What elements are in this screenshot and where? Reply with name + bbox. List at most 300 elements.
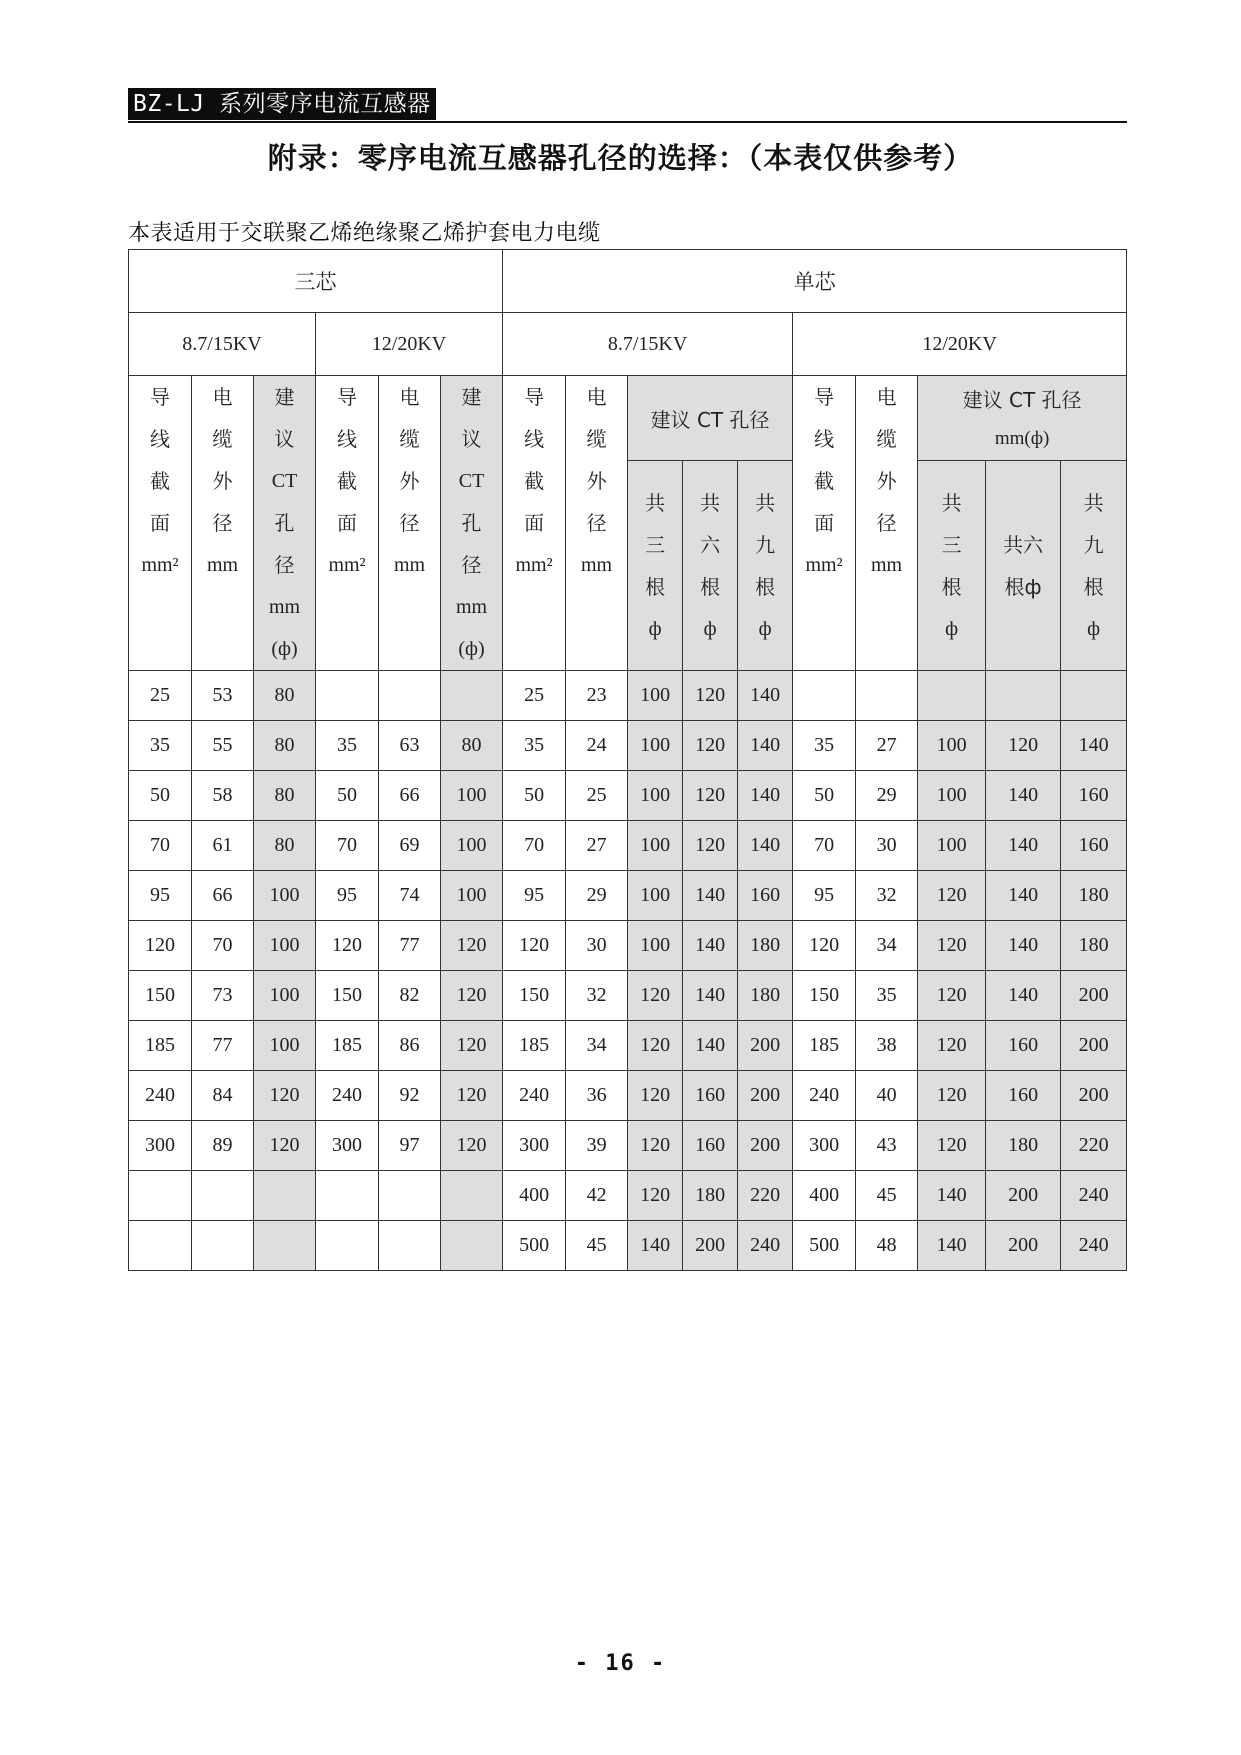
table-cell: 160: [683, 1071, 738, 1121]
table-cell: 100: [254, 971, 316, 1021]
col-header-conductor-section: [316, 376, 379, 671]
table-cell: [254, 1171, 316, 1221]
table-row: [129, 821, 1127, 871]
table-cell: 120: [683, 771, 738, 821]
table-cell: 45: [566, 1221, 628, 1271]
document-series-tag: BZ-LJ 系列零序电流互感器: [128, 88, 436, 120]
table-cell: 84: [192, 1071, 254, 1121]
table-row: [129, 971, 1127, 1021]
table-cell: 66: [379, 771, 441, 821]
table-cell: [316, 1221, 379, 1271]
table-cell: 63: [379, 721, 441, 771]
table-cell: [379, 1171, 441, 1221]
table-cell: 34: [856, 921, 918, 971]
header-char: 共: [645, 490, 666, 515]
table-cell: 150: [129, 971, 192, 1021]
header-char: 三: [941, 532, 962, 557]
table-cell: 120: [918, 971, 986, 1021]
table-cell: 160: [1061, 771, 1127, 821]
header-divider: [128, 121, 1127, 123]
header-unit: mm²: [805, 554, 843, 576]
header-char: 根ф: [1004, 574, 1042, 599]
header-char: 电: [586, 385, 607, 409]
header-char: 线: [814, 427, 835, 451]
table-cell: 120: [918, 1021, 986, 1071]
header-char: 径: [876, 511, 897, 535]
table-cell: 73: [192, 971, 254, 1021]
table-cell: [129, 1221, 192, 1271]
table-cell: 120: [986, 721, 1061, 771]
table-cell: 200: [738, 1071, 793, 1121]
table-cell: 35: [793, 721, 856, 771]
ct-bore-group-header: 建议 CT 孔径: [628, 376, 793, 461]
table-cell: 120: [793, 921, 856, 971]
header-char: 电: [876, 385, 897, 409]
table-cell: 240: [793, 1071, 856, 1121]
table-cell: 27: [856, 721, 918, 771]
table-cell: 120: [503, 921, 566, 971]
table-cell: [986, 671, 1061, 721]
table-cell: 200: [738, 1021, 793, 1071]
table-cell: 100: [441, 871, 503, 921]
table-cell: 220: [1061, 1121, 1127, 1171]
table-cell: 120: [628, 1071, 683, 1121]
table-cell: 500: [503, 1221, 566, 1271]
table-cell: 120: [316, 921, 379, 971]
table-cell: 24: [566, 721, 628, 771]
table-cell: 40: [856, 1071, 918, 1121]
header-char: 导: [524, 385, 545, 409]
table-row: [129, 921, 1127, 971]
col-header-ct-bore: [254, 376, 316, 671]
table-cell: 220: [738, 1171, 793, 1221]
table-cell: 140: [683, 1021, 738, 1071]
table-cell: 180: [738, 971, 793, 1021]
voltage-header-three-core-20kv: 12/20KV: [316, 313, 503, 376]
table-cell: 180: [986, 1121, 1061, 1171]
col-header-conductor-section: [129, 376, 192, 671]
table-cell: 95: [793, 871, 856, 921]
table-cell: 200: [1061, 1021, 1127, 1071]
table-cell: 34: [566, 1021, 628, 1071]
table-cell: 240: [129, 1071, 192, 1121]
header-unit: mm: [268, 596, 301, 618]
table-cell: 120: [254, 1071, 316, 1121]
header-char: 建: [274, 385, 295, 409]
header-char: 根: [755, 574, 776, 599]
table-cell: 100: [918, 771, 986, 821]
table-cell: 120: [254, 1121, 316, 1171]
col-header-cable-diameter: [856, 376, 918, 671]
col-header-cable-diameter: [192, 376, 254, 671]
table-cell: 50: [503, 771, 566, 821]
table-cell: 120: [441, 1021, 503, 1071]
header-unit: (ф): [271, 638, 298, 660]
table-cell: 69: [379, 821, 441, 871]
table-cell: 32: [856, 871, 918, 921]
table-cell: 240: [1061, 1221, 1127, 1271]
header-char: 共: [755, 490, 776, 515]
table-cell: [856, 671, 918, 721]
header-unit: mm²: [141, 554, 179, 576]
table-cell: 100: [628, 671, 683, 721]
header-char: ф: [758, 617, 772, 640]
table-cell: 120: [441, 1071, 503, 1121]
header-char: 导: [337, 385, 357, 409]
header-char: 根: [1083, 574, 1104, 599]
three-core-header: 三芯: [129, 250, 503, 313]
header-char: CT: [458, 470, 485, 492]
table-cell: 74: [379, 871, 441, 921]
table-cell: 100: [254, 871, 316, 921]
table-cell: 30: [856, 821, 918, 871]
header-unit: (ф): [458, 638, 485, 660]
header-char: 截: [337, 469, 357, 493]
table-row: [129, 1171, 1127, 1221]
header-char: 径: [586, 511, 607, 535]
table-cell: 86: [379, 1021, 441, 1071]
table-cell: [441, 1221, 503, 1271]
table-cell: 100: [628, 721, 683, 771]
table-cell: 140: [628, 1221, 683, 1271]
table-cell: 27: [566, 821, 628, 871]
table-cell: 100: [254, 1021, 316, 1071]
header-char: 面: [150, 511, 170, 535]
header-unit: mm: [581, 554, 613, 576]
table-cell: 200: [1061, 971, 1127, 1021]
table-cell: 200: [1061, 1071, 1127, 1121]
header-char: 径: [274, 553, 295, 577]
table-cell: [254, 1221, 316, 1271]
table-cell: 61: [192, 821, 254, 871]
header-char: 截: [524, 469, 545, 493]
table-row: [129, 1021, 1127, 1071]
header-char: 外: [212, 469, 233, 493]
table-cell: 185: [793, 1021, 856, 1071]
table-row: [129, 1121, 1127, 1171]
header-char: 议: [274, 427, 295, 451]
table-cell: 100: [628, 821, 683, 871]
table-cell: 150: [793, 971, 856, 1021]
table-body: [129, 671, 1127, 1271]
table-header: [129, 250, 1127, 671]
table-cell: 70: [503, 821, 566, 871]
table-cell: 240: [738, 1221, 793, 1271]
table-cell: 180: [1061, 921, 1127, 971]
table-cell: 120: [441, 921, 503, 971]
table-cell: 150: [503, 971, 566, 1021]
table-cell: 120: [683, 671, 738, 721]
header-char: 电: [212, 385, 233, 409]
table-cell: 80: [441, 721, 503, 771]
header-unit: mm: [871, 554, 903, 576]
header-char: 导: [814, 385, 835, 409]
table-cell: 120: [441, 971, 503, 1021]
col-header-conductor-section: [793, 376, 856, 671]
table-cell: 120: [628, 971, 683, 1021]
table-cell: 95: [503, 871, 566, 921]
table-cell: 500: [793, 1221, 856, 1271]
table-cell: 140: [683, 871, 738, 921]
header-char: 外: [586, 469, 607, 493]
header-char: 共: [700, 490, 721, 515]
table-cell: 30: [566, 921, 628, 971]
header-char: ф: [945, 617, 959, 640]
header-char: 议: [461, 427, 482, 451]
table-cell: 140: [738, 821, 793, 871]
table-cell: 100: [918, 721, 986, 771]
header-char: 面: [524, 511, 545, 535]
header-char: 外: [399, 469, 420, 493]
table-cell: [379, 671, 441, 721]
table-cell: 35: [856, 971, 918, 1021]
header-char: 线: [150, 427, 170, 451]
table-row: [129, 721, 1127, 771]
table-cell: 120: [918, 1071, 986, 1121]
table-cell: 120: [683, 821, 738, 871]
header-char: 缆: [586, 427, 607, 451]
table-cell: 400: [503, 1171, 566, 1221]
table-cell: 160: [986, 1071, 1061, 1121]
table-cell: 92: [379, 1071, 441, 1121]
header-row-core-type: [129, 250, 1127, 313]
table-cell: [441, 1171, 503, 1221]
col-header-ct-bore: [441, 376, 503, 671]
table-cell: [129, 1171, 192, 1221]
table-cell: 23: [566, 671, 628, 721]
table-cell: 82: [379, 971, 441, 1021]
table-cell: 300: [316, 1121, 379, 1171]
header-unit: mm²: [328, 554, 366, 576]
table-cell: 77: [379, 921, 441, 971]
table-cell: [1061, 671, 1127, 721]
table-cell: 200: [986, 1221, 1061, 1271]
table-cell: 100: [918, 821, 986, 871]
table-row: [129, 871, 1127, 921]
table-cell: 66: [192, 871, 254, 921]
header-unit: mm: [455, 596, 488, 618]
table-cell: 160: [738, 871, 793, 921]
table-cell: 50: [129, 771, 192, 821]
table-row: [129, 671, 1127, 721]
table-cell: [316, 671, 379, 721]
header-char: 径: [212, 511, 233, 535]
table-cell: 185: [316, 1021, 379, 1071]
table-cell: 120: [628, 1021, 683, 1071]
header-char: 根: [941, 574, 962, 599]
header-char: 九: [1083, 532, 1104, 557]
table-cell: 95: [316, 871, 379, 921]
table-row: [129, 1071, 1127, 1121]
table-cell: 180: [738, 921, 793, 971]
table-cell: 140: [986, 971, 1061, 1021]
table-cell: 140: [1061, 721, 1127, 771]
header-unit: mm: [206, 554, 239, 576]
table-cell: 140: [986, 921, 1061, 971]
table-cell: 100: [441, 771, 503, 821]
col-header-nine-cables: [1061, 461, 1127, 671]
table-cell: 240: [503, 1071, 566, 1121]
table-caption: 本表适用于交联聚乙烯绝缘聚乙烯护套电力电缆: [128, 221, 601, 246]
header-unit: mm: [393, 554, 426, 576]
table-cell: 35: [316, 721, 379, 771]
table-cell: 32: [566, 971, 628, 1021]
header-char: 缆: [399, 427, 420, 451]
header-char: 三: [645, 532, 666, 557]
table-cell: 29: [566, 871, 628, 921]
table-cell: [316, 1171, 379, 1221]
header-char: 共: [1083, 490, 1104, 515]
header-char: 缆: [212, 427, 233, 451]
table-cell: 95: [129, 871, 192, 921]
table-cell: 160: [683, 1121, 738, 1171]
header-char: 面: [337, 511, 357, 535]
table-cell: 35: [503, 721, 566, 771]
table-cell: 48: [856, 1221, 918, 1271]
table-cell: 120: [918, 1121, 986, 1171]
table-cell: 185: [503, 1021, 566, 1071]
table-cell: 120: [918, 921, 986, 971]
header-char: 线: [524, 427, 545, 451]
table-cell: 140: [738, 721, 793, 771]
table-cell: 97: [379, 1121, 441, 1171]
table-cell: 89: [192, 1121, 254, 1171]
table-cell: 39: [566, 1121, 628, 1171]
table-cell: 140: [683, 921, 738, 971]
table-row: [129, 1221, 1127, 1271]
table-cell: 50: [316, 771, 379, 821]
table-cell: 140: [986, 771, 1061, 821]
table-cell: [441, 671, 503, 721]
table-cell: 200: [738, 1121, 793, 1171]
header-char: 建: [461, 385, 482, 409]
table-cell: 180: [683, 1171, 738, 1221]
header-char: 共: [941, 490, 962, 515]
table-cell: 140: [918, 1221, 986, 1271]
table-cell: 80: [254, 721, 316, 771]
table-cell: 120: [129, 921, 192, 971]
table-cell: 80: [254, 821, 316, 871]
table-cell: 43: [856, 1121, 918, 1171]
table-cell: 100: [254, 921, 316, 971]
table-cell: 400: [793, 1171, 856, 1221]
table-cell: [192, 1171, 254, 1221]
table-cell: 100: [628, 771, 683, 821]
table-cell: 80: [254, 671, 316, 721]
table-cell: 36: [566, 1071, 628, 1121]
header-char: 径: [399, 511, 420, 535]
col-header-three-cables: [628, 461, 683, 671]
table-cell: 120: [683, 721, 738, 771]
table-cell: [918, 671, 986, 721]
ct-bore-selection-table: [128, 249, 1127, 1271]
table-cell: 100: [441, 821, 503, 871]
header-char: ф: [648, 617, 662, 640]
table-cell: 100: [628, 921, 683, 971]
header-char: 共六: [1003, 532, 1044, 557]
table-cell: 70: [793, 821, 856, 871]
table-cell: 25: [129, 671, 192, 721]
table-cell: 300: [503, 1121, 566, 1171]
table-cell: 140: [738, 771, 793, 821]
table-cell: 185: [129, 1021, 192, 1071]
header-row-columns-top: [129, 376, 1127, 461]
header-char: 六: [700, 532, 721, 557]
table-cell: 200: [683, 1221, 738, 1271]
header-char: CT: [271, 470, 298, 492]
header-char: 外: [876, 469, 897, 493]
table-cell: [379, 1221, 441, 1271]
header-char: 九: [755, 532, 776, 557]
header-char: 根: [645, 574, 666, 599]
table-cell: [793, 671, 856, 721]
table-cell: 25: [566, 771, 628, 821]
table-cell: 240: [1061, 1171, 1127, 1221]
ct-bore-group-unit: mm(ф): [994, 428, 1050, 450]
voltage-header-single-core-20kv: 12/20KV: [793, 313, 1127, 376]
table-cell: 80: [254, 771, 316, 821]
table-cell: 140: [683, 971, 738, 1021]
table-cell: 38: [856, 1021, 918, 1071]
table-cell: 77: [192, 1021, 254, 1071]
table-cell: 120: [441, 1121, 503, 1171]
table-cell: 70: [129, 821, 192, 871]
table-cell: 58: [192, 771, 254, 821]
table-cell: 50: [793, 771, 856, 821]
header-row-voltage: [129, 313, 1127, 376]
table-cell: 55: [192, 721, 254, 771]
table-cell: 300: [793, 1121, 856, 1171]
table-cell: 100: [628, 871, 683, 921]
header-char: 缆: [876, 427, 897, 451]
table-cell: 160: [986, 1021, 1061, 1071]
table-cell: 160: [1061, 821, 1127, 871]
table-cell: 35: [129, 721, 192, 771]
table-row: [129, 771, 1127, 821]
page-title: 附录：零序电流互感器孔径的选择：（本表仅供参考）: [267, 141, 974, 175]
ct-bore-group-header: [918, 376, 1127, 461]
ct-bore-group-title: 建议 CT 孔径: [962, 388, 1082, 413]
header-char: 径: [461, 553, 482, 577]
table-cell: 140: [986, 871, 1061, 921]
header-char: 截: [814, 469, 835, 493]
header-char: 孔: [274, 511, 295, 535]
table-cell: [192, 1221, 254, 1271]
header-char: 截: [150, 469, 170, 493]
header-unit: mm²: [515, 554, 553, 576]
voltage-header-three-core-15kv: 8.7/15KV: [129, 313, 316, 376]
col-header-six-cables: [683, 461, 738, 671]
header-char: 电: [399, 385, 420, 409]
col-header-cable-diameter: [566, 376, 628, 671]
header-char: ф: [1087, 617, 1101, 640]
header-char: 线: [337, 427, 357, 451]
table-cell: 70: [192, 921, 254, 971]
table-cell: 300: [129, 1121, 192, 1171]
table-cell: 200: [986, 1171, 1061, 1221]
table-cell: 70: [316, 821, 379, 871]
col-header-six-cables: [986, 461, 1061, 671]
col-header-conductor-section: [503, 376, 566, 671]
table-cell: 140: [986, 821, 1061, 871]
table-cell: 42: [566, 1171, 628, 1221]
table-cell: 120: [628, 1121, 683, 1171]
table-cell: 150: [316, 971, 379, 1021]
table-cell: 180: [1061, 871, 1127, 921]
table-cell: 45: [856, 1171, 918, 1221]
table-cell: 29: [856, 771, 918, 821]
header-char: 孔: [461, 511, 482, 535]
